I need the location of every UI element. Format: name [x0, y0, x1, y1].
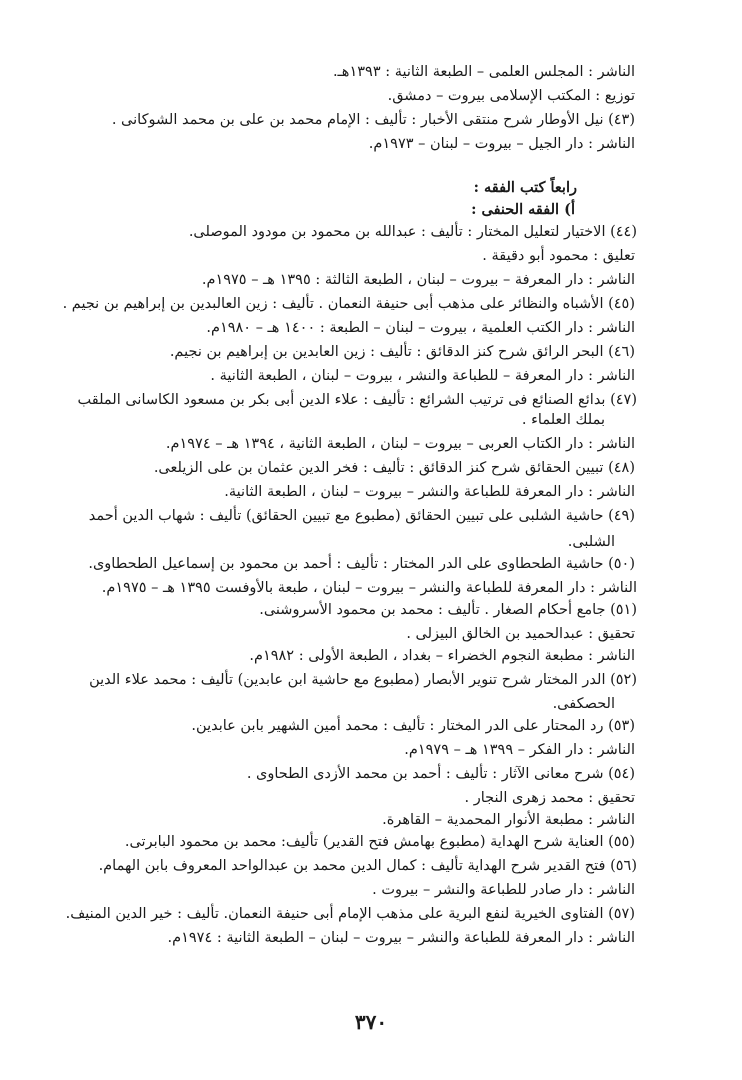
text-line: (٥١) جامع أحكام الصغار . تأليف : محمد بن محمود الأسروشنى.: [259, 602, 637, 618]
text-line: الحصكفى.: [552, 696, 615, 712]
text-line: الناشر : دار الكتب العلمية ، بيروت – لبنان – الطبعة : ١٤٠٠ هـ – ١٩٨٠م.: [206, 320, 635, 336]
text-line: (٥٥) العناية شرح الهداية (مطبوع بهامش فتح القدير) تأليف: محمد بن محمود البابرتى.: [124, 834, 635, 850]
text-line: الناشر : دار المعرفة للطباعة والنشر – بيروت – لبنان ، الطبعة الثانية.: [224, 484, 635, 500]
section-heading: أ) الفقه الحنفى :: [471, 201, 575, 218]
text-line: الناشر : دار المعرفة – للطباعة والنشر ، بيروت – لبنان ، الطبعة الثانية .: [210, 368, 635, 384]
text-line: الناشر : دار المعرفة – بيروت – لبنان ، الطبعة الثالثة : ١٣٩٥ هـ – ١٩٧٥م.: [201, 272, 635, 288]
text-line: (٤٦) البحر الرائق شرح كنز الدقائق : تأليف : زين العابدين بن إبراهيم بن نجيم.: [169, 344, 635, 360]
text-line: (٥٧) الفتاوى الخيرية لنفع البرية على مذهب الإمام أبى حنيفة النعمان. تأليف : خير الدين المنيف.: [65, 906, 635, 922]
text-line: الناشر : مطبعة النجوم الخضراء – بغداد ، الطبعة الأولى : ١٩٨٢م.: [249, 648, 635, 664]
text-line: (٥٠) حاشية الطحطاوى على الدر المختار : تأليف : أحمد بن محمود بن إسماعيل الطحطاوى.: [88, 556, 635, 572]
text-line: الناشر : دار المعرفة للطباعة والنشر – بيروت – لبنان – الطبعة الثانية : ١٩٧٤م.: [167, 930, 635, 946]
text-line: تحقيق : محمد زهرى النجار .: [464, 790, 635, 806]
text-line: الناشر : دار الكتاب العربى – بيروت – لبنان ، الطبعة الثانية ، ١٣٩٤ هـ – ١٩٧٤م.: [165, 436, 635, 452]
page-number: ٣٧٠: [354, 1010, 388, 1034]
text-line: (٤٩) حاشية الشلبى على تبيين الحقائق (مطبوع مع تبيين الحقائق) تأليف : شهاب الدين أحمد: [88, 508, 635, 524]
text-line: الناشر : المجلس العلمى – الطبعة الثانية : ١٣٩٣هـ.: [332, 64, 635, 80]
text-line: الناشر : دار صادر للطباعة والنشر – بيروت .: [372, 882, 635, 898]
text-line: (٥٦) فتح القدير شرح الهداية تأليف : كمال الدين محمد بن عبدالواحد المعروف بابن الهمام.: [98, 858, 637, 874]
text-line: الناشر : مطبعة الأنوار المحمدية – القاهرة.: [382, 812, 635, 828]
text-line: توزيع : المكتب الإسلامى بيروت – دمشق.: [387, 88, 635, 104]
text-line: (٥٤) شرح معانى الآثار : تأليف : أحمد بن محمد الأزدى الطحاوى .: [246, 766, 635, 782]
text-line: الناشر : دار المعرفة للطباعة والنشر – بيروت – لبنان ، طبعة بالأوفست ١٣٩٥ هـ – ١٩٧٥م.: [101, 580, 637, 596]
text-line: تحقيق : عبدالحميد بن الخالق البيزلى .: [406, 626, 635, 642]
text-line: الشلبى.: [567, 534, 615, 550]
text-line: (٥٣) رد المحتار على الدر المختار : تأليف : محمد أمين الشهير بابن عابدين.: [191, 718, 635, 734]
text-line: (٤٨) تبيين الحقائق شرح كنز الدقائق : تأليف : فخر الدين عثمان بن على الزيلعى.: [153, 460, 635, 476]
text-line: (٥٢) الدر المختار شرح تنوير الأبصار (مطبوع مع حاشية ابن عابدين) تأليف : محمد علاء الدين: [89, 672, 637, 688]
text-line: (٤٥) الأشباه والنظائر على مذهب أبى حنيفة النعمان . تأليف : زين العالبدين بن إبراهيم بن نجيم .: [62, 296, 635, 312]
text-line: تعليق : محمود أبو دقيقة .: [482, 248, 635, 264]
text-line: (٤٣) نيل الأوطار شرح منتقى الأخبار : تأليف : الإمام محمد بن على بن محمد الشوكانى .: [111, 112, 635, 128]
text-line: (٤٧) بدائع الصنائع فى ترتيب الشرائع : تأليف : علاء الدين أبى بكر بن مسعود الكاسانى الملقب: [77, 392, 637, 408]
text-line: بملك العلماء .: [521, 412, 605, 428]
text-line: الناشر : دار الفكر – ١٣٩٩ هـ – ١٩٧٩م.: [404, 742, 635, 758]
text-line: الناشر : دار الجيل – بيروت – لبنان – ١٩٧٣م.: [368, 136, 635, 152]
section-heading: رابعاً كتب الفقه :: [473, 179, 577, 196]
text-line: (٤٤) الاختيار لتعليل المختار : تأليف : عبدالله بن محمود بن مودود الموصلى.: [188, 224, 637, 240]
